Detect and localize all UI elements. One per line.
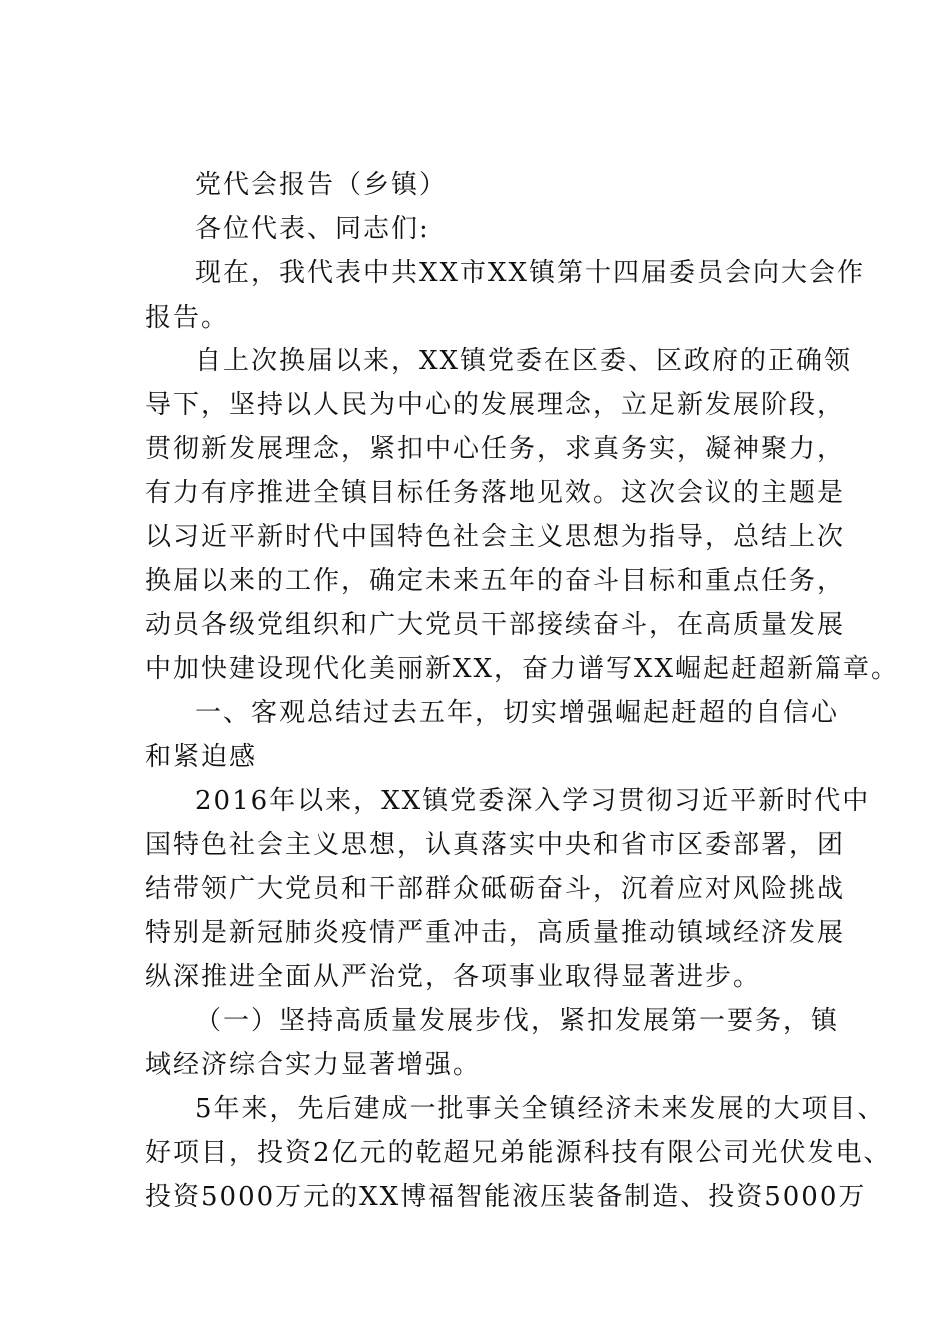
paragraph-line: 2016年以来，XX镇党委深入学习贯彻习近平新时代中	[195, 786, 871, 816]
section-heading: 一、客观总结过去五年，切实增强崛起赶超的自信心	[195, 698, 840, 728]
paragraph-line: 投资5000万元的XX博福智能液压装备制造、投资5000万	[145, 1182, 867, 1212]
paragraph-line: 中加快建设现代化美丽新XX，奋力谱写XX崛起赶超新篇章。	[145, 654, 900, 684]
subsection-heading: 域经济综合实力显著增强。	[145, 1050, 482, 1080]
paragraph-line: 纵深推进全面从严治党，各项事业取得显著进步。	[145, 962, 762, 992]
section-heading: 和紧迫感	[145, 742, 258, 772]
document-title: 党代会报告（乡镇）	[195, 170, 448, 200]
salutation: 各位代表、同志们:	[195, 214, 430, 244]
paragraph-line: 国特色社会主义思想，认真落实中央和省市区委部署，团	[145, 830, 846, 860]
paragraph-line: 报告。	[145, 303, 230, 333]
paragraph-line: 导下，坚持以人民为中心的发展理念，立足新发展阶段，	[145, 390, 846, 420]
paragraph-line: 换届以来的工作，确定未来五年的奋斗目标和重点任务，	[145, 566, 846, 596]
subsection-heading: （一）坚持高质量发展步伐，紧扣发展第一要务，镇	[195, 1006, 840, 1036]
paragraph-line: 动员各级党组织和广大党员干部接续奋斗，在高质量发展	[145, 610, 846, 640]
paragraph-line: 5年来，先后建成一批事关全镇经济未来发展的大项目、	[195, 1094, 886, 1124]
paragraph-line: 好项目，投资2亿元的乾超兄弟能源科技有限公司光伏发电、	[145, 1138, 892, 1168]
paragraph-line: 自上次换届以来，XX镇党委在区委、区政府的正确领	[195, 346, 853, 376]
paragraph-line: 特别是新冠肺炎疫情严重冲击，高质量推动镇域经济发展	[145, 918, 846, 948]
paragraph-line: 有力有序推进全镇目标任务落地见效。这次会议的主题是	[145, 478, 846, 508]
paragraph-line: 现在，我代表中共XX市XX镇第十四届委员会向大会作	[195, 258, 866, 288]
paragraph-line: 以习近平新时代中国特色社会主义思想为指导，总结上次	[145, 522, 846, 552]
paragraph-line: 结带领广大党员和干部群众砥砺奋斗，沉着应对风险挑战	[145, 874, 846, 904]
paragraph-line: 贯彻新发展理念，紧扣中心任务，求真务实，凝神聚力，	[145, 434, 846, 464]
